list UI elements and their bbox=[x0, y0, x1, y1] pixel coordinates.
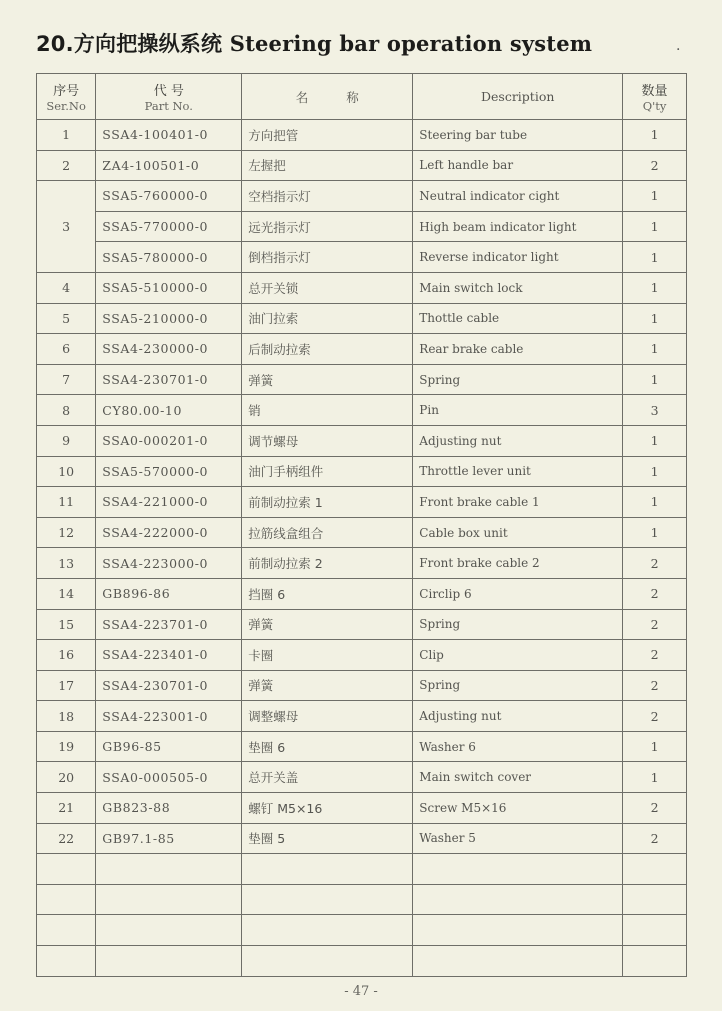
header-name-char-2: 称 bbox=[346, 89, 359, 105]
cell-part-no: SSA5-210000-0 bbox=[96, 303, 242, 334]
table-row bbox=[37, 303, 687, 334]
cell-ser-no: 16 bbox=[37, 640, 96, 671]
cell-qty: 2 bbox=[623, 640, 687, 671]
header-ser-no bbox=[37, 74, 96, 120]
cell-description: Rear brake cable bbox=[413, 334, 623, 365]
cell-description: Circlip 6 bbox=[413, 578, 623, 609]
cell-name-cn bbox=[242, 915, 413, 946]
cell-part-no: SSA4-222000-0 bbox=[96, 517, 242, 548]
cell-ser-no: 6 bbox=[37, 334, 96, 365]
trailing-mark: . bbox=[676, 38, 681, 54]
cell-name-cn: 弹簧 bbox=[242, 364, 413, 395]
cell-description: High beam indicator light bbox=[413, 211, 623, 242]
header-part-no-en: Part No. bbox=[144, 99, 193, 113]
cell-ser-no: 19 bbox=[37, 731, 96, 762]
cell-ser-no bbox=[37, 884, 96, 915]
cell-name-cn: 远光指示灯 bbox=[242, 211, 413, 242]
cell-qty: 1 bbox=[623, 731, 687, 762]
cell-qty: 1 bbox=[623, 211, 687, 242]
header-part-no-cn: 代 号 bbox=[153, 84, 184, 99]
table-row-empty bbox=[37, 884, 687, 915]
table-row bbox=[37, 762, 687, 793]
table-row bbox=[37, 517, 687, 548]
cell-description: Washer 6 bbox=[413, 731, 623, 762]
cell-ser-no bbox=[37, 915, 96, 946]
cell-qty: 2 bbox=[623, 701, 687, 732]
cell-part-no: SSA4-100401-0 bbox=[96, 120, 242, 151]
table-row-empty bbox=[37, 946, 687, 977]
cell-part-no bbox=[96, 915, 242, 946]
cell-name-cn: 弹簧 bbox=[242, 609, 413, 640]
cell-ser-no: 2 bbox=[37, 150, 96, 181]
cell-part-no bbox=[96, 946, 242, 977]
header-description: Description bbox=[413, 74, 623, 120]
cell-name-cn: 垫圈 5 bbox=[242, 823, 413, 854]
parts-table-body bbox=[37, 120, 687, 977]
cell-ser-no: 17 bbox=[37, 670, 96, 701]
cell-description: Throttle lever unit bbox=[413, 456, 623, 487]
header-qty bbox=[623, 74, 687, 120]
cell-description: Left handle bar bbox=[413, 150, 623, 181]
cell-description: Steering bar tube bbox=[413, 120, 623, 151]
cell-part-no: SSA5-570000-0 bbox=[96, 456, 242, 487]
cell-qty: 1 bbox=[623, 303, 687, 334]
cell-qty: 2 bbox=[623, 670, 687, 701]
cell-qty: 1 bbox=[623, 181, 687, 212]
cell-part-no: SSA0-000505-0 bbox=[96, 762, 242, 793]
table-row bbox=[37, 701, 687, 732]
cell-part-no bbox=[96, 854, 242, 885]
cell-part-no: GB823-88 bbox=[96, 793, 242, 824]
cell-qty: 1 bbox=[623, 762, 687, 793]
table-row bbox=[37, 487, 687, 518]
table-row bbox=[37, 823, 687, 854]
header-name bbox=[242, 74, 413, 120]
page-number: - 47 - bbox=[344, 984, 378, 999]
cell-part-no: ZA4-100501-0 bbox=[96, 150, 242, 181]
table-row bbox=[37, 272, 687, 303]
cell-part-no bbox=[96, 884, 242, 915]
cell-description: Cable box unit bbox=[413, 517, 623, 548]
table-row bbox=[37, 609, 687, 640]
cell-description: Front brake cable 1 bbox=[413, 487, 623, 518]
cell-name-cn: 倒档指示灯 bbox=[242, 242, 413, 273]
cell-ser-no: 20 bbox=[37, 762, 96, 793]
cell-name-cn: 销 bbox=[242, 395, 413, 426]
page-title-cn: 20.方向把操纵系统 bbox=[36, 32, 223, 56]
cell-name-cn: 总开关盖 bbox=[242, 762, 413, 793]
cell-ser-no: 12 bbox=[37, 517, 96, 548]
table-row bbox=[37, 334, 687, 365]
parts-table bbox=[36, 73, 687, 977]
cell-qty: 1 bbox=[623, 272, 687, 303]
cell-part-no: SSA4-230701-0 bbox=[96, 670, 242, 701]
cell-description bbox=[413, 915, 623, 946]
header-ser-no-en: Ser.No bbox=[46, 99, 86, 113]
cell-name-cn: 调整螺母 bbox=[242, 701, 413, 732]
cell-description: Pin bbox=[413, 395, 623, 426]
table-row bbox=[37, 150, 687, 181]
cell-ser-no bbox=[37, 946, 96, 977]
cell-qty: 1 bbox=[623, 456, 687, 487]
cell-name-cn: 方向把管 bbox=[242, 120, 413, 151]
table-row bbox=[37, 425, 687, 456]
cell-ser-no: 21 bbox=[37, 793, 96, 824]
cell-name-cn: 调节螺母 bbox=[242, 425, 413, 456]
cell-ser-no: 1 bbox=[37, 120, 96, 151]
cell-qty: 1 bbox=[623, 487, 687, 518]
cell-part-no: SSA4-230701-0 bbox=[96, 364, 242, 395]
cell-description bbox=[413, 884, 623, 915]
cell-ser-no: 15 bbox=[37, 609, 96, 640]
cell-qty: 2 bbox=[623, 609, 687, 640]
table-row bbox=[37, 120, 687, 151]
cell-qty: 1 bbox=[623, 425, 687, 456]
header-qty-cn: 数量 bbox=[641, 84, 668, 99]
cell-name-cn: 前制动拉索 2 bbox=[242, 548, 413, 579]
table-row bbox=[37, 395, 687, 426]
table-header-row bbox=[37, 74, 687, 120]
cell-name-cn: 拉筋线盒组合 bbox=[242, 517, 413, 548]
table-row bbox=[37, 793, 687, 824]
cell-part-no: GB97.1-85 bbox=[96, 823, 242, 854]
cell-qty bbox=[623, 884, 687, 915]
cell-ser-no: 9 bbox=[37, 425, 96, 456]
cell-qty: 2 bbox=[623, 578, 687, 609]
cell-ser-no: 5 bbox=[37, 303, 96, 334]
table-row bbox=[37, 670, 687, 701]
cell-name-cn: 弹簧 bbox=[242, 670, 413, 701]
cell-part-no: SSA5-780000-0 bbox=[96, 242, 242, 273]
cell-name-cn: 空档指示灯 bbox=[242, 181, 413, 212]
cell-description: Screw M5×16 bbox=[413, 793, 623, 824]
table-row bbox=[37, 181, 687, 212]
cell-part-no: SSA5-760000-0 bbox=[96, 181, 242, 212]
cell-qty bbox=[623, 854, 687, 885]
cell-name-cn: 挡圈 6 bbox=[242, 578, 413, 609]
cell-description bbox=[413, 946, 623, 977]
cell-qty bbox=[623, 915, 687, 946]
table-row-empty bbox=[37, 854, 687, 885]
cell-part-no: SSA4-223401-0 bbox=[96, 640, 242, 671]
cell-name-cn: 螺钉 M5×16 bbox=[242, 793, 413, 824]
cell-part-no: GB896-86 bbox=[96, 578, 242, 609]
cell-description: Spring bbox=[413, 364, 623, 395]
table-row-empty bbox=[37, 915, 687, 946]
page-title bbox=[36, 28, 592, 58]
cell-part-no: SSA5-770000-0 bbox=[96, 211, 242, 242]
header-part-no bbox=[96, 74, 242, 120]
cell-name-cn: 后制动拉索 bbox=[242, 334, 413, 365]
cell-part-no: CY80.00-10 bbox=[96, 395, 242, 426]
cell-description: Neutral indicator cight bbox=[413, 181, 623, 212]
cell-ser-no: 3 bbox=[37, 181, 96, 273]
cell-ser-no: 14 bbox=[37, 578, 96, 609]
cell-ser-no: 7 bbox=[37, 364, 96, 395]
cell-description: Main switch lock bbox=[413, 272, 623, 303]
cell-name-cn: 总开关锁 bbox=[242, 272, 413, 303]
cell-ser-no: 8 bbox=[37, 395, 96, 426]
cell-part-no: SSA0-000201-0 bbox=[96, 425, 242, 456]
table-row bbox=[37, 211, 687, 242]
cell-description: Reverse indicator light bbox=[413, 242, 623, 273]
cell-part-no: SSA4-223701-0 bbox=[96, 609, 242, 640]
cell-ser-no: 18 bbox=[37, 701, 96, 732]
cell-name-cn: 垫圈 6 bbox=[242, 731, 413, 762]
cell-description: Washer 5 bbox=[413, 823, 623, 854]
cell-qty: 1 bbox=[623, 517, 687, 548]
cell-part-no: SSA4-230000-0 bbox=[96, 334, 242, 365]
header-ser-no-cn: 序号 bbox=[53, 84, 80, 99]
table-row bbox=[37, 578, 687, 609]
cell-description: Front brake cable 2 bbox=[413, 548, 623, 579]
cell-qty: 1 bbox=[623, 364, 687, 395]
cell-qty: 3 bbox=[623, 395, 687, 426]
cell-qty: 1 bbox=[623, 242, 687, 273]
cell-description: Main switch cover bbox=[413, 762, 623, 793]
cell-ser-no: 4 bbox=[37, 272, 96, 303]
cell-description: Adjusting nut bbox=[413, 701, 623, 732]
cell-part-no: SSA4-221000-0 bbox=[96, 487, 242, 518]
cell-name-cn: 卡圈 bbox=[242, 640, 413, 671]
cell-name-cn: 油门拉索 bbox=[242, 303, 413, 334]
cell-part-no: SSA4-223001-0 bbox=[96, 701, 242, 732]
cell-name-cn bbox=[242, 854, 413, 885]
table-row bbox=[37, 731, 687, 762]
cell-ser-no: 13 bbox=[37, 548, 96, 579]
cell-part-no: GB96-85 bbox=[96, 731, 242, 762]
cell-qty: 2 bbox=[623, 793, 687, 824]
cell-ser-no: 11 bbox=[37, 487, 96, 518]
cell-name-cn bbox=[242, 946, 413, 977]
cell-description bbox=[413, 854, 623, 885]
table-row bbox=[37, 364, 687, 395]
cell-description: Spring bbox=[413, 609, 623, 640]
cell-name-cn: 左握把 bbox=[242, 150, 413, 181]
cell-part-no: SSA5-510000-0 bbox=[96, 272, 242, 303]
cell-description: Thottle cable bbox=[413, 303, 623, 334]
table-row bbox=[37, 456, 687, 487]
cell-ser-no: 22 bbox=[37, 823, 96, 854]
table-row bbox=[37, 548, 687, 579]
cell-qty: 1 bbox=[623, 334, 687, 365]
cell-ser-no bbox=[37, 854, 96, 885]
header-qty-en: Q'ty bbox=[642, 99, 667, 113]
cell-description: Spring bbox=[413, 670, 623, 701]
cell-name-cn bbox=[242, 884, 413, 915]
table-row bbox=[37, 640, 687, 671]
cell-qty: 1 bbox=[623, 120, 687, 151]
cell-description: Clip bbox=[413, 640, 623, 671]
cell-qty bbox=[623, 946, 687, 977]
cell-part-no: SSA4-223000-0 bbox=[96, 548, 242, 579]
cell-qty: 2 bbox=[623, 548, 687, 579]
header-name-char-1: 名 bbox=[295, 89, 309, 105]
page-title-en: Steering bar operation system bbox=[229, 31, 593, 56]
cell-qty: 2 bbox=[623, 150, 687, 181]
table-row bbox=[37, 242, 687, 273]
cell-description: Adjusting nut bbox=[413, 425, 623, 456]
cell-ser-no: 10 bbox=[37, 456, 96, 487]
cell-qty: 2 bbox=[623, 823, 687, 854]
cell-name-cn: 油门手柄组件 bbox=[242, 456, 413, 487]
cell-name-cn: 前制动拉索 1 bbox=[242, 487, 413, 518]
